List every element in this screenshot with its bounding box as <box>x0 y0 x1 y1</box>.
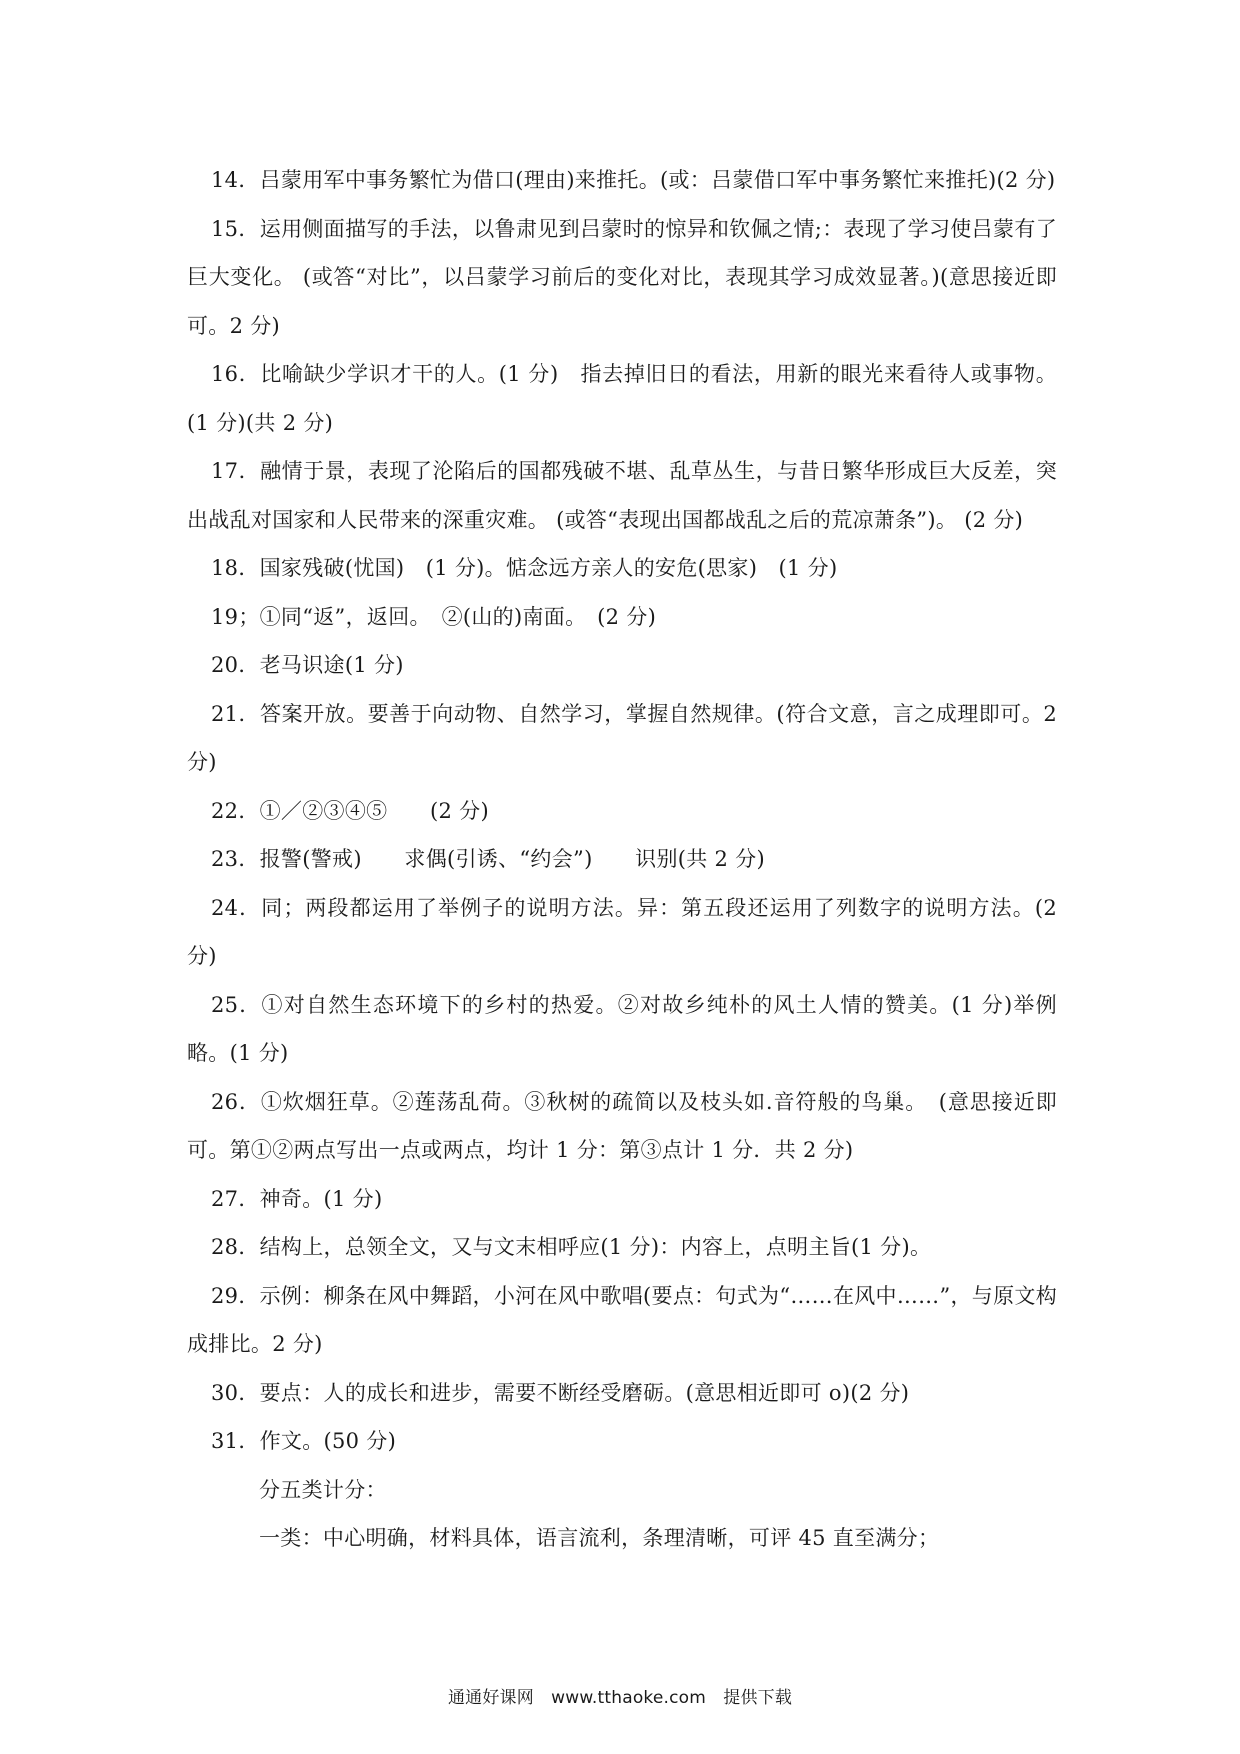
scoring-intro: 分五类计分： <box>259 1477 387 1502</box>
answer-25: 25．①对自然生态环境下的乡村的热爱。②对故乡纯朴的风土人情的赞美。(1 分)举例略。(1 分) <box>187 992 1057 1065</box>
answer-19: 19；①同“返”，返回。 ②(山的)南面。 (2 分) <box>211 604 657 629</box>
answer-15: 15．运用侧面描写的手法，以鲁肃见到吕蒙时的惊异和钦佩之情;：表现了学习使吕蒙有了巨大变化。 (或答“对比”，以吕蒙学习前后的变化对比，表现其学习成效显著。)(意思接近即可。2 分) <box>187 216 1057 338</box>
answer-list <box>187 156 1057 1563</box>
answer-14: 14．吕蒙用军中事务繁忙为借口(理由)来推托。(或：吕蒙借口军中事务繁忙来推托)(2 分) <box>211 168 1056 192</box>
answer-17: 17．融情于景，表现了沦陷后的国都残破不堪、乱草丛生，与昔日繁华形成巨大反差，突出战乱对国家和人民带来的深重灾难。 (或答“表现出国都战乱之后的荒凉萧条”)。 (2 分) <box>187 459 1057 532</box>
answer-31: 31．作文。(50 分) <box>211 1429 397 1453</box>
page-footer: 通通好课网 www.tthaoke.com 提供下载 <box>447 1688 793 1708</box>
answer-20: 20．老马识途(1 分) <box>211 653 404 677</box>
answer-30: 30．要点：人的成长和进步，需要不断经受磨砺。(意思相近即可 o)(2 分) <box>211 1380 910 1405</box>
answer-28: 28．结构上，总领全文，又与文末相呼应(1 分)：内容上，点明主旨(1 分)。 <box>211 1235 932 1259</box>
answer-16: 16．比喻缺少学识才干的人。(1 分) 指去掉旧日的看法，用新的眼光来看待人或事物。(1 分)(共 2 分) <box>187 362 1057 435</box>
scoring-level-1: 一类：中心明确，材料具体，语言流利，条理清晰，可评 45 直至满分； <box>259 1526 940 1550</box>
answer-24: 24．同；两段都运用了举例子的说明方法。异：第五段还运用了列数字的说明方法。(2 分) <box>187 895 1057 968</box>
answer-27: 27．神奇。(1 分) <box>211 1186 383 1211</box>
answer-18: 18．国家残破(忧国) (1 分)。惦念远方亲人的安危(思家) (1 分) <box>211 556 838 580</box>
answer-29: 29．示例：柳条在风中舞蹈，小河在风中歌唱(要点：句式为“……在风中……”，与原文构成排比。2 分) <box>187 1283 1057 1356</box>
answer-26: 26．①炊烟狂草。②莲荡乱荷。③秋树的疏简以及枝头如.音符般的鸟巢。 (意思接近即可。第①②两点写出一点或两点，均计 1 分：第③点计 1 分．共 2 分) <box>187 1089 1057 1162</box>
answer-22: 22．①／②③④⑤ (2 分) <box>211 798 489 823</box>
answer-21: 21．答案开放。要善于向动物、自然学习，掌握自然规律。(符合文意，言之成理即可。2 分) <box>187 701 1057 774</box>
answer-23: 23．报警(警戒) 求偶(引诱、“约会”) 识别(共 2 分) <box>211 847 765 871</box>
